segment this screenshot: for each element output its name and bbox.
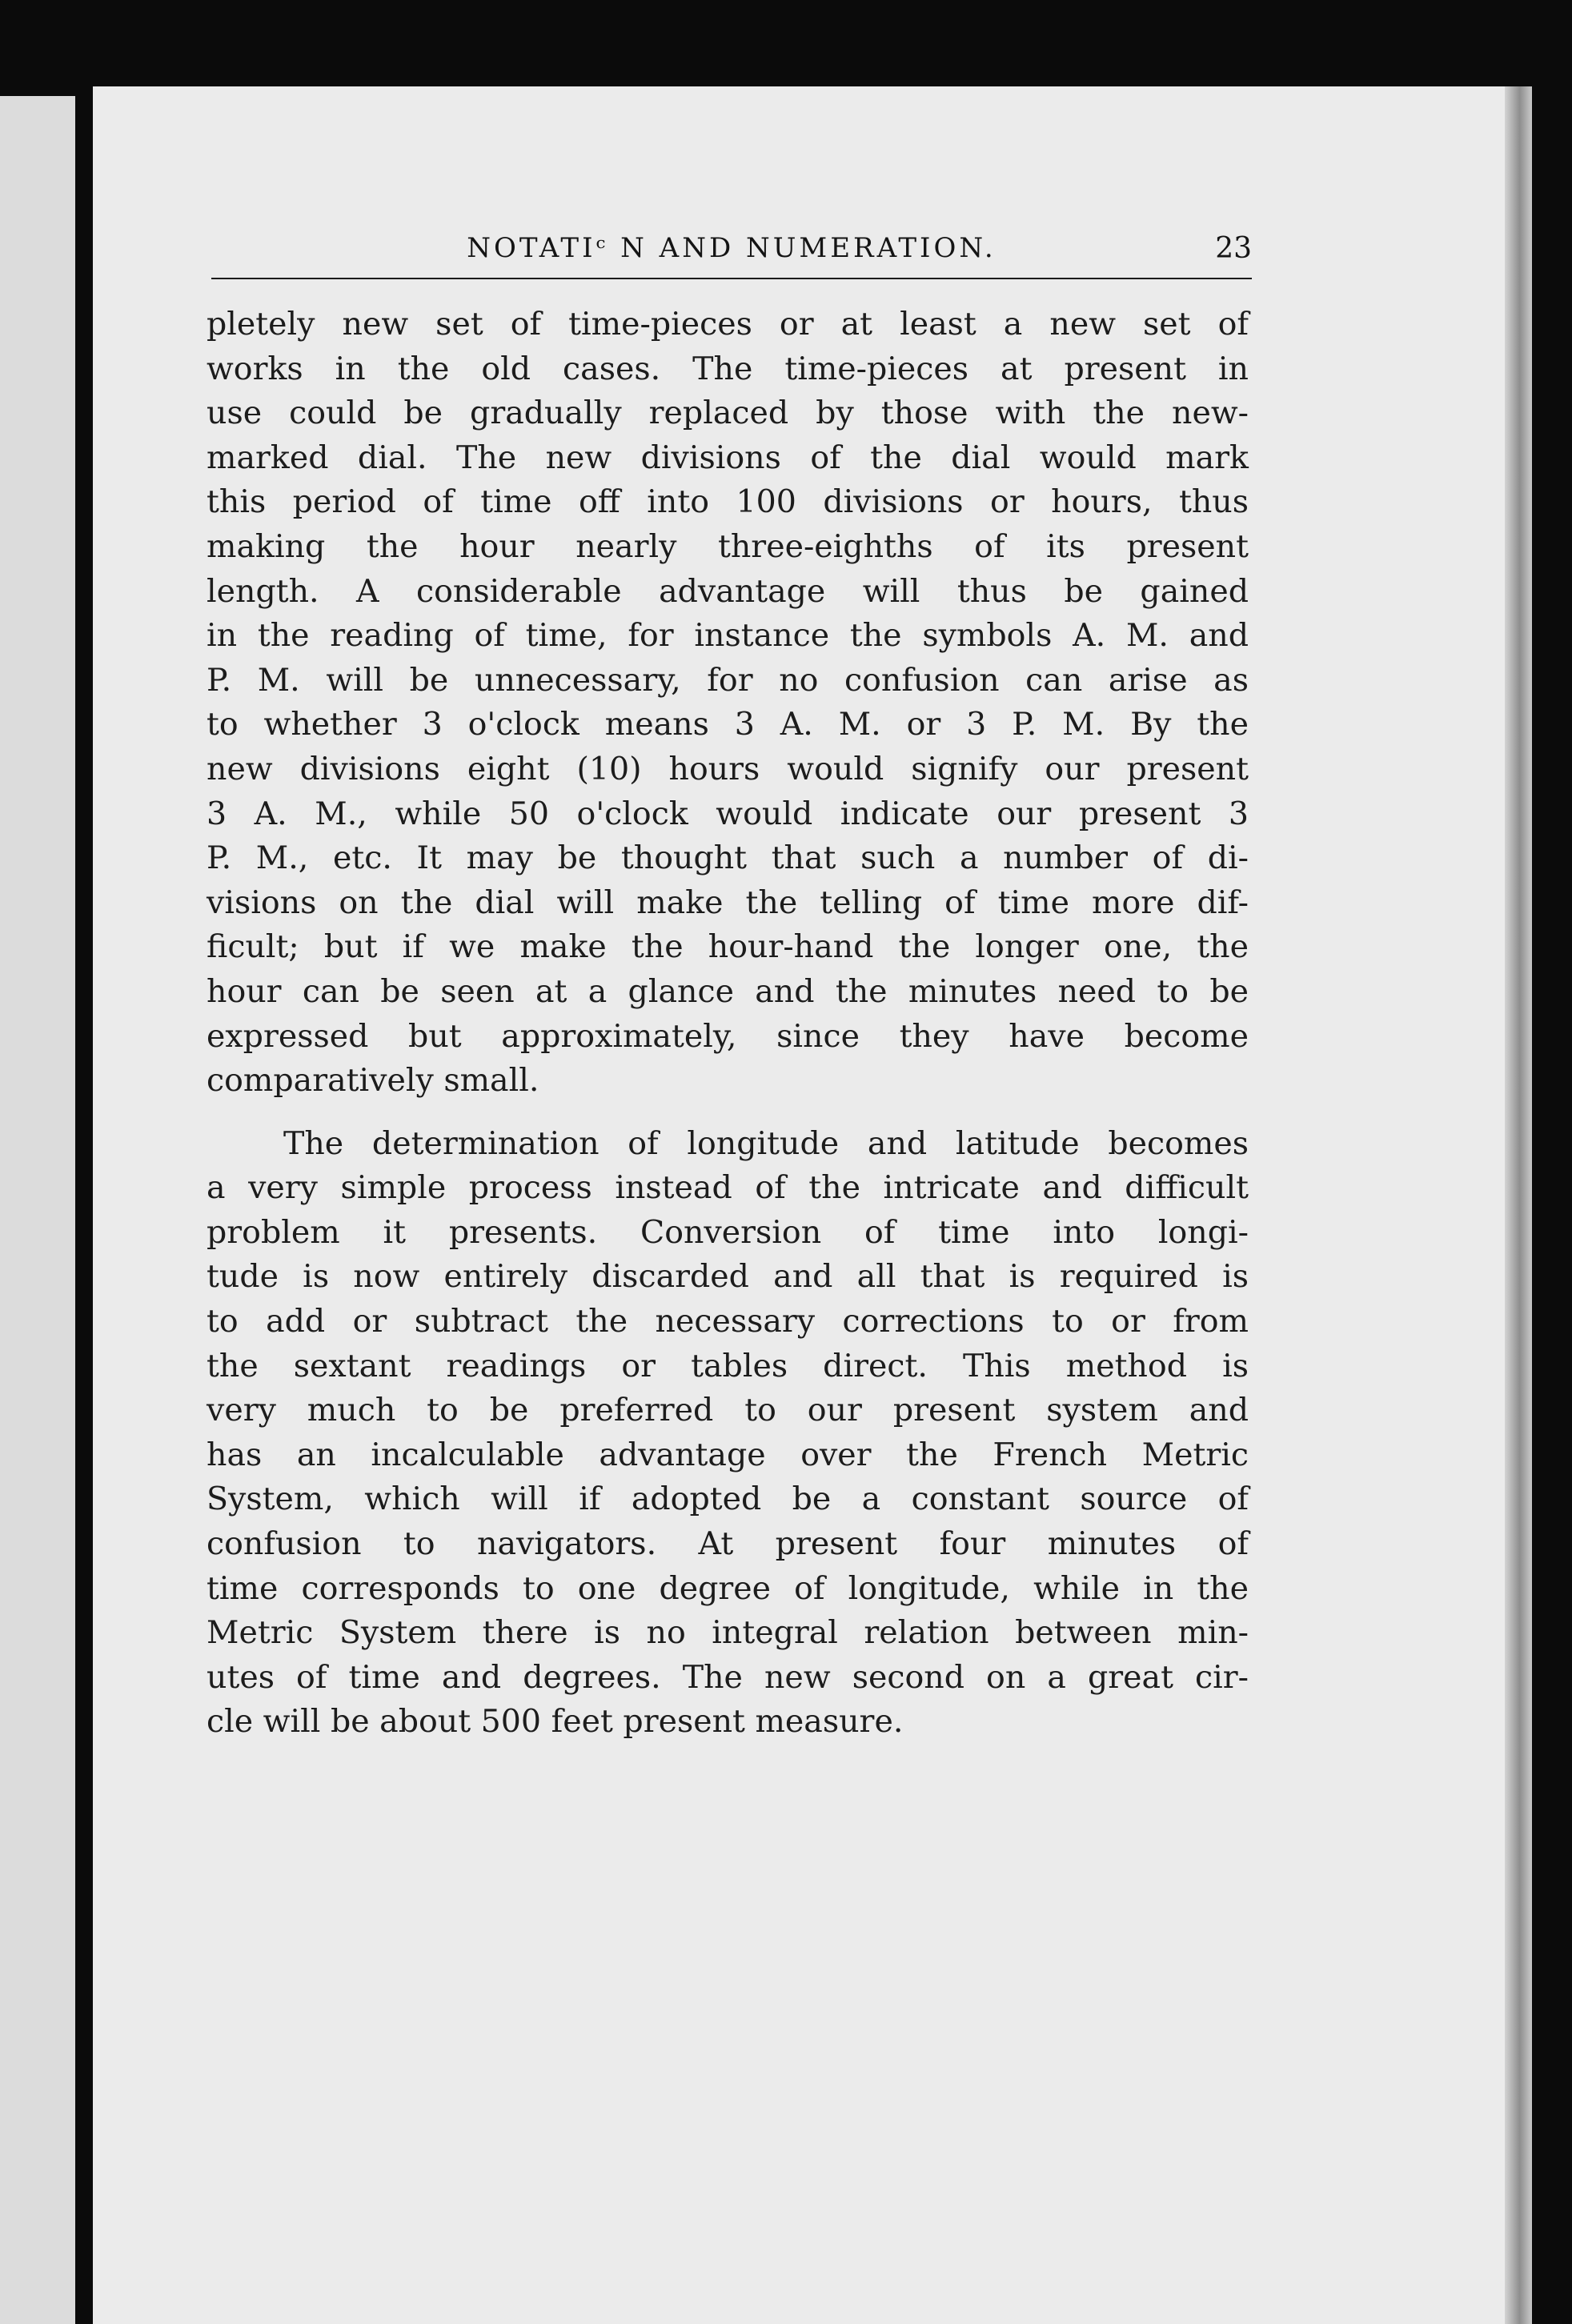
text-line: to whether 3 o'clock means 3 A. M. or 3 P. M. By the: [207, 706, 1249, 743]
text-line: visions on the dial will make the telling of time more dif-: [207, 884, 1249, 921]
text-line: new divisions eight (10) hours would signify our present: [207, 750, 1249, 787]
text-line: making the hour nearly three-eighths of its present: [207, 527, 1249, 565]
text-line: use could be gradually replaced by those with the new-: [207, 395, 1249, 432]
text-line: in the reading of time, for instance the symbols A. M. and: [207, 617, 1249, 655]
text-line: 3 A. M., while 50 o'clock would indicate our present 3: [207, 795, 1249, 832]
text-line: Metric System there is no integral relation between min-: [207, 1614, 1249, 1652]
page-number: 23: [1215, 232, 1252, 265]
text-line: expressed but approximately, since they have become: [207, 1017, 1249, 1055]
text-line: marked dial. The new divisions of the dial would mark: [207, 439, 1249, 476]
text-line: The determination of longitude and latitude becomes: [283, 1124, 1249, 1162]
text-line: length. A considerable advantage will thus be gained: [207, 572, 1249, 610]
running-title: NOTATIᶜ N AND NUMERATION.: [467, 232, 997, 264]
text-line: hour can be seen at a glance and the minutes need to be: [207, 972, 1249, 1010]
page-gutter-shadow: [75, 96, 93, 2324]
previous-page-edge: [0, 96, 78, 2324]
text-line: very much to be preferred to our present system and: [207, 1392, 1249, 1429]
page-right-edge: [1505, 86, 1532, 2324]
text-line: to add or subtract the necessary corrections to or from: [207, 1303, 1249, 1340]
paragraph-1: [207, 303, 1249, 1104]
text-line: the sextant readings or tables direct. This method is: [207, 1347, 1249, 1384]
paragraph-2: [207, 1122, 1249, 1745]
page-header: [211, 232, 1252, 288]
text-line: time corresponds to one degree of longitude, while in the: [207, 1569, 1249, 1607]
text-line: tude is now entirely discarded and all that is required is: [207, 1258, 1249, 1296]
text-line: System, which will if adopted be a constant source of: [207, 1481, 1249, 1518]
text-line: ficult; but if we make the hour-hand the longer one, the: [207, 928, 1249, 966]
text-line: a very simple process instead of the intricate and difficult: [207, 1169, 1249, 1207]
text-line: this period of time off into 100 divisions or hours, thus: [207, 483, 1249, 521]
text-line: problem it presents. Conversion of time into longi-: [207, 1213, 1249, 1251]
text-line: works in the old cases. The time-pieces at present in: [207, 350, 1249, 387]
text-line: pletely new set of time-pieces or at least a new set of: [207, 306, 1249, 343]
text-line: confusion to navigators. At present four minutes of: [207, 1525, 1249, 1563]
header-rule: [211, 278, 1252, 279]
text-line: has an incalculable advantage over the French Metric: [207, 1436, 1249, 1473]
text-line: comparatively small.: [207, 1062, 539, 1100]
body-text: [207, 303, 1249, 1745]
text-line: P. M. will be unnecessary, for no confusion can arise as: [207, 661, 1249, 699]
text-line: utes of time and degrees. The new second on a great cir-: [207, 1658, 1249, 1696]
text-line: P. M., etc. It may be thought that such a number of di-: [207, 839, 1249, 877]
text-line: cle will be about 500 feet present measure.: [207, 1703, 904, 1741]
